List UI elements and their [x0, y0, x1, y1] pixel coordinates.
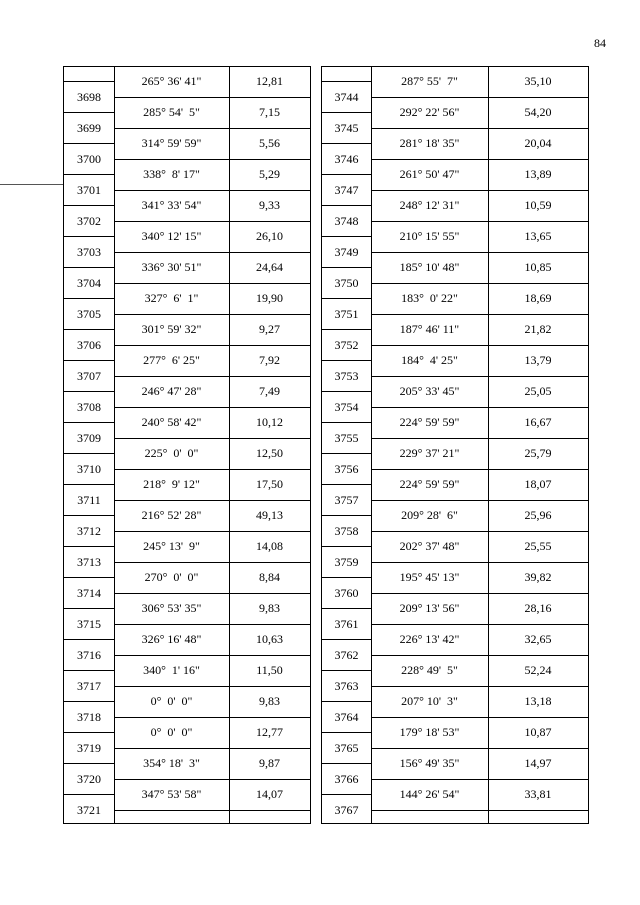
direction-angle-cell: 285° 54' 5"	[143, 105, 200, 119]
row-divider	[371, 376, 588, 377]
point-number-cell: 3747	[334, 183, 359, 197]
direction-angle-cell: 185° 10' 48"	[399, 260, 460, 274]
distance-cell: 11,50	[256, 663, 283, 677]
row-divider	[64, 546, 114, 547]
point-number-cell: 3713	[77, 555, 101, 569]
row-divider	[114, 376, 310, 377]
row-divider	[64, 639, 114, 640]
row-divider	[114, 593, 310, 594]
point-number-cell: 3755	[334, 431, 359, 445]
distance-cell: 25,05	[524, 384, 552, 398]
row-divider	[114, 655, 310, 656]
distance-cell: 10,59	[524, 198, 552, 212]
row-divider	[322, 484, 371, 485]
point-number-cell: 3707	[77, 369, 101, 383]
row-divider	[322, 391, 371, 392]
point-number-cell: 3748	[334, 214, 359, 228]
row-divider	[371, 469, 588, 470]
point-number-cell: 3749	[334, 245, 359, 259]
row-divider	[114, 748, 310, 749]
distance-cell: 13,79	[524, 353, 552, 367]
distance-cell: 14,97	[524, 756, 552, 770]
direction-angle-cell: 347° 53' 58"	[141, 787, 202, 801]
row-divider	[371, 438, 588, 439]
row-divider	[322, 174, 371, 175]
direction-angle-cell: 183° 0' 22"	[401, 291, 458, 305]
row-divider	[322, 422, 371, 423]
distance-cell: 9,83	[259, 601, 280, 615]
direction-angle-cell: 229° 37' 21"	[399, 446, 460, 460]
row-divider	[322, 639, 371, 640]
direction-angle-cell: 277° 6' 25"	[143, 353, 200, 367]
point-number-cell: 3761	[334, 617, 359, 631]
point-number-cell: 3705	[77, 307, 101, 321]
point-number-cell: 3698	[77, 90, 101, 104]
row-divider	[322, 205, 371, 206]
point-number-cell: 3744	[334, 90, 359, 104]
direction-angle-cell: 226° 13' 42"	[399, 632, 460, 646]
row-divider	[322, 453, 371, 454]
row-divider	[114, 438, 310, 439]
distance-cell: 39,82	[524, 570, 552, 584]
row-divider	[322, 81, 371, 82]
point-number-cell: 3701	[77, 183, 101, 197]
row-divider	[114, 562, 310, 563]
direction-angle-cell: 144° 26' 54"	[399, 787, 460, 801]
row-divider	[114, 159, 310, 160]
row-divider	[114, 345, 310, 346]
direction-angle-cell: 0° 0' 0"	[150, 725, 193, 739]
distance-cell: 9,87	[259, 756, 280, 770]
row-divider	[114, 252, 310, 253]
distance-cell: 13,65	[524, 229, 552, 243]
row-divider	[114, 283, 310, 284]
distance-cell: 12,50	[256, 446, 283, 460]
coordinate-table-left	[63, 66, 311, 824]
distance-cell: 7,49	[259, 384, 280, 398]
row-divider	[64, 422, 114, 423]
point-number-cell: 3751	[334, 307, 359, 321]
row-divider	[64, 143, 114, 144]
point-number-cell: 3718	[77, 710, 101, 724]
row-divider	[322, 732, 371, 733]
row-divider	[371, 252, 588, 253]
direction-angle-cell: 210° 15' 55"	[399, 229, 460, 243]
point-number-cell: 3717	[77, 679, 101, 693]
row-divider	[371, 655, 588, 656]
distance-cell: 9,27	[259, 322, 280, 336]
point-number-cell: 3752	[334, 338, 359, 352]
direction-angle-cell: 228° 49' 5"	[401, 663, 458, 677]
row-divider	[64, 670, 114, 671]
row-divider	[371, 500, 588, 501]
direction-angle-cell: 336° 30' 51"	[141, 260, 202, 274]
direction-angle-cell: 187° 46' 11"	[399, 322, 460, 336]
direction-angle-cell: 270° 0' 0"	[144, 570, 199, 584]
point-number-cell: 3720	[77, 772, 101, 786]
direction-angle-cell: 314° 59' 59"	[141, 136, 202, 150]
distance-cell: 21,82	[524, 322, 552, 336]
point-number-cell: 3708	[77, 400, 101, 414]
point-number-cell: 3756	[334, 462, 359, 476]
direction-angle-cell: 195° 45' 13"	[399, 570, 460, 584]
point-number-cell: 3758	[334, 524, 359, 538]
row-divider	[371, 593, 588, 594]
row-divider	[322, 360, 371, 361]
row-divider	[64, 577, 114, 578]
direction-angle-cell: 225° 0' 0"	[144, 446, 199, 460]
distance-cell: 49,13	[256, 508, 283, 522]
row-divider	[64, 515, 114, 516]
direction-angle-cell: 224° 59' 59"	[399, 415, 460, 429]
row-divider	[371, 345, 588, 346]
distance-cell: 24,64	[256, 260, 283, 274]
distance-cell: 10,85	[524, 260, 552, 274]
distance-cell: 32,65	[524, 632, 552, 646]
distance-cell: 20,04	[524, 136, 552, 150]
direction-angle-cell: 354° 18' 3"	[143, 756, 200, 770]
row-divider	[322, 794, 371, 795]
point-number-cell: 3703	[77, 245, 101, 259]
point-number-cell: 3750	[334, 276, 359, 290]
row-divider	[322, 546, 371, 547]
direction-angle-cell: 218° 9' 12"	[143, 477, 200, 491]
distance-cell: 5,56	[259, 136, 280, 150]
point-number-cell: 3767	[334, 803, 359, 817]
direction-angle-cell: 340° 12' 15"	[141, 229, 202, 243]
row-divider	[64, 732, 114, 733]
row-divider	[114, 469, 310, 470]
point-number-cell: 3714	[77, 586, 101, 600]
row-divider	[114, 221, 310, 222]
row-divider	[64, 205, 114, 206]
point-number-cell: 3754	[334, 400, 359, 414]
row-divider	[371, 128, 588, 129]
row-divider	[371, 779, 588, 780]
row-divider	[322, 515, 371, 516]
row-divider	[371, 686, 588, 687]
point-number-cell: 3762	[334, 648, 359, 662]
distance-cell: 52,24	[524, 663, 552, 677]
distance-cell: 25,79	[524, 446, 552, 460]
row-divider	[371, 531, 588, 532]
direction-angle-cell: 301° 59' 32"	[141, 322, 202, 336]
point-number-cell: 3712	[77, 524, 101, 538]
direction-angle-cell: 326° 16' 48"	[141, 632, 202, 646]
distance-cell: 35,10	[524, 74, 552, 88]
point-number-cell: 3766	[334, 772, 359, 786]
point-number-cell: 3760	[334, 586, 359, 600]
distance-cell: 12,81	[256, 74, 283, 88]
coordinate-table-right	[321, 66, 589, 824]
row-divider	[322, 143, 371, 144]
row-divider	[371, 283, 588, 284]
direction-angle-cell: 338° 8' 17"	[143, 167, 200, 181]
row-divider	[64, 360, 114, 361]
row-divider	[64, 453, 114, 454]
direction-angle-cell: 184° 4' 25"	[401, 353, 458, 367]
row-divider	[64, 391, 114, 392]
distance-cell: 25,96	[524, 508, 552, 522]
row-divider	[114, 314, 310, 315]
distance-cell: 54,20	[524, 105, 552, 119]
row-divider	[371, 159, 588, 160]
point-number-cell: 3759	[334, 555, 359, 569]
direction-angle-cell: 205° 33' 45"	[399, 384, 460, 398]
direction-angle-cell: 327° 6' 1"	[144, 291, 199, 305]
row-divider	[322, 329, 371, 330]
row-divider	[64, 484, 114, 485]
row-divider	[64, 329, 114, 330]
direction-angle-cell: 292° 22' 56"	[399, 105, 460, 119]
direction-angle-cell: 0° 0' 0"	[150, 694, 193, 708]
direction-angle-cell: 202° 37' 48"	[399, 539, 460, 553]
row-divider	[114, 500, 310, 501]
row-divider	[64, 112, 114, 113]
distance-cell: 19,90	[256, 291, 283, 305]
distance-cell: 14,07	[256, 787, 283, 801]
direction-angle-cell: 216° 52' 28"	[141, 508, 202, 522]
distance-cell: 9,33	[259, 198, 280, 212]
point-number-cell: 3746	[334, 152, 359, 166]
margin-mark	[0, 184, 64, 185]
direction-angle-cell: 265° 36' 41"	[141, 74, 202, 88]
row-divider	[371, 624, 588, 625]
direction-angle-cell: 287° 55' 7"	[401, 74, 458, 88]
row-divider	[114, 810, 310, 811]
row-divider	[322, 577, 371, 578]
distance-cell: 10,63	[256, 632, 283, 646]
point-number-cell: 3757	[334, 493, 359, 507]
point-number-cell: 3763	[334, 679, 359, 693]
row-divider	[64, 794, 114, 795]
point-number-cell: 3711	[77, 493, 101, 507]
point-number-cell: 3700	[77, 152, 101, 166]
point-number-cell: 3706	[77, 338, 101, 352]
distance-cell: 26,10	[256, 229, 283, 243]
point-number-cell: 3721	[77, 803, 101, 817]
row-divider	[114, 717, 310, 718]
row-divider	[114, 531, 310, 532]
point-number-cell: 3765	[334, 741, 359, 755]
row-divider	[114, 407, 310, 408]
direction-angle-cell: 340° 1' 16"	[143, 663, 200, 677]
distance-cell: 10,12	[256, 415, 283, 429]
row-divider	[64, 298, 114, 299]
row-divider	[322, 608, 371, 609]
row-divider	[114, 779, 310, 780]
row-divider	[64, 81, 114, 82]
row-divider	[322, 236, 371, 237]
point-number-cell: 3719	[77, 741, 101, 755]
direction-angle-cell: 207° 10' 3"	[401, 694, 458, 708]
distance-cell: 7,92	[259, 353, 280, 367]
direction-angle-cell: 248° 12' 31"	[399, 198, 460, 212]
row-divider	[64, 236, 114, 237]
point-number-cell: 3710	[77, 462, 101, 476]
point-number-cell: 3745	[334, 121, 359, 135]
distance-cell: 18,69	[524, 291, 552, 305]
row-divider	[64, 763, 114, 764]
direction-angle-cell: 246° 47' 28"	[141, 384, 202, 398]
distance-cell: 13,18	[524, 694, 552, 708]
row-divider	[114, 686, 310, 687]
distance-cell: 16,67	[524, 415, 552, 429]
point-number-cell: 3764	[334, 710, 359, 724]
distance-cell: 12,77	[256, 725, 283, 739]
distance-cell: 9,83	[259, 694, 280, 708]
direction-angle-cell: 240° 58' 42"	[141, 415, 202, 429]
row-divider	[371, 562, 588, 563]
row-divider	[64, 608, 114, 609]
distance-cell: 5,29	[259, 167, 280, 181]
row-divider	[322, 670, 371, 671]
row-divider	[114, 97, 310, 98]
row-divider	[371, 221, 588, 222]
direction-angle-cell: 179° 18' 53"	[399, 725, 460, 739]
point-number-cell: 3753	[334, 369, 359, 383]
distance-cell: 13,89	[524, 167, 552, 181]
row-divider	[371, 810, 588, 811]
row-divider	[114, 128, 310, 129]
row-divider	[371, 97, 588, 98]
distance-cell: 17,50	[256, 477, 283, 491]
row-divider	[322, 763, 371, 764]
distance-cell: 8,84	[259, 570, 280, 584]
point-number-cell: 3709	[77, 431, 101, 445]
direction-angle-cell: 224° 59' 59"	[399, 477, 460, 491]
distance-cell: 33,81	[524, 787, 552, 801]
point-number-cell: 3715	[77, 617, 101, 631]
distance-cell: 7,15	[259, 105, 280, 119]
distance-cell: 28,16	[524, 601, 552, 615]
direction-angle-cell: 281° 18' 35"	[399, 136, 460, 150]
row-divider	[371, 314, 588, 315]
distance-cell: 10,87	[524, 725, 552, 739]
distance-cell: 25,55	[524, 539, 552, 553]
row-divider	[322, 267, 371, 268]
distance-cell: 18,07	[524, 477, 552, 491]
row-divider	[64, 267, 114, 268]
direction-angle-cell: 209° 13' 56"	[399, 601, 460, 615]
point-number-cell: 3716	[77, 648, 101, 662]
direction-angle-cell: 209° 28' 6"	[401, 508, 458, 522]
distance-cell: 14,08	[256, 539, 283, 553]
point-number-cell: 3699	[77, 121, 101, 135]
point-number-cell: 3702	[77, 214, 101, 228]
row-divider	[371, 190, 588, 191]
row-divider	[114, 624, 310, 625]
row-divider	[322, 298, 371, 299]
row-divider	[114, 190, 310, 191]
direction-angle-cell: 245° 13' 9"	[143, 539, 200, 553]
row-divider	[371, 717, 588, 718]
direction-angle-cell: 156° 49' 35"	[399, 756, 460, 770]
point-number-cell: 3704	[77, 276, 101, 290]
row-divider	[322, 112, 371, 113]
direction-angle-cell: 306° 53' 35"	[141, 601, 202, 615]
row-divider	[371, 407, 588, 408]
page-number: 84	[594, 36, 606, 50]
row-divider	[64, 701, 114, 702]
row-divider	[371, 748, 588, 749]
direction-angle-cell: 261° 50' 47"	[399, 167, 460, 181]
row-divider	[322, 701, 371, 702]
row-divider	[64, 174, 114, 175]
direction-angle-cell: 341° 33' 54"	[141, 198, 202, 212]
